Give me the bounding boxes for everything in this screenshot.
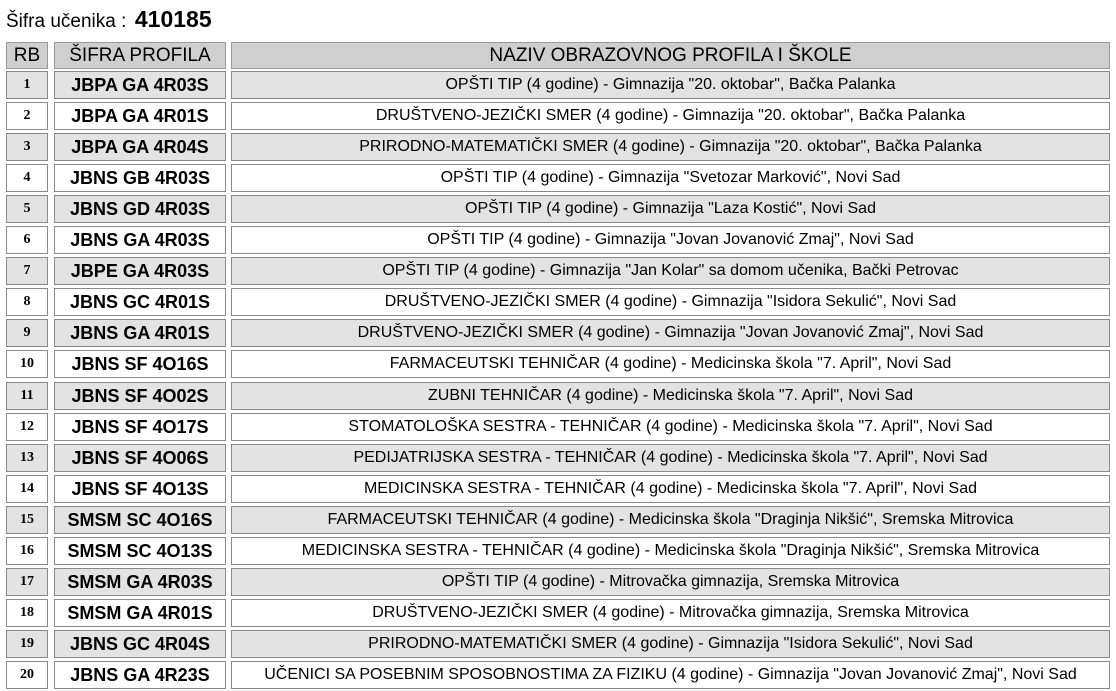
profile-code: SMSM GA 4R01S xyxy=(54,599,226,627)
header-rb: RB xyxy=(6,42,48,69)
profile-code: JBNS GA 4R23S xyxy=(54,661,226,689)
profile-name: FARMACEUTSKI TEHNIČAR (4 godine) - Medicinska škola "7. April", Novi Sad xyxy=(231,350,1110,378)
profile-code: JBNS SF 4O17S xyxy=(54,413,226,441)
profile-code: JBNS GC 4R01S xyxy=(54,288,226,316)
row-number: 13 xyxy=(6,444,48,472)
profile-name: OPŠTI TIP (4 godine) - Gimnazija "Laza Kostić", Novi Sad xyxy=(231,195,1110,223)
profile-code: JBNS GD 4R03S xyxy=(54,195,226,223)
row-number: 11 xyxy=(6,382,48,410)
profile-name: DRUŠTVENO-JEZIČKI SMER (4 godine) - Gimnazija "Jovan Jovanović Zmaj", Novi Sad xyxy=(231,319,1110,347)
profile-name: MEDICINSKA SESTRA - TEHNIČAR (4 godine) - Medicinska škola "7. April", Novi Sad xyxy=(231,475,1110,503)
profile-name: MEDICINSKA SESTRA - TEHNIČAR (4 godine) - Medicinska škola "Draginja Nikšić", Sremska Mitrovica xyxy=(231,537,1110,565)
profile-name: DRUŠTVENO-JEZIČKI SMER (4 godine) - Gimnazija "20. oktobar", Bačka Palanka xyxy=(231,102,1110,130)
profile-name: STOMATOLOŠKA SESTRA - TEHNIČAR (4 godine) - Medicinska škola "7. April", Novi Sad xyxy=(231,413,1110,441)
profile-name: DRUŠTVENO-JEZIČKI SMER (4 godine) - Gimnazija "Isidora Sekulić", Novi Sad xyxy=(231,288,1110,316)
row-number: 15 xyxy=(6,506,48,534)
profile-name: PRIRODNO-MATEMATIČKI SMER (4 godine) - Gimnazija "20. oktobar", Bačka Palanka xyxy=(231,133,1110,161)
row-number: 17 xyxy=(6,568,48,596)
profile-code: JBNS SF 4O13S xyxy=(54,475,226,503)
profile-code: SMSM SC 4O16S xyxy=(54,506,226,534)
profile-code: JBNS GB 4R03S xyxy=(54,164,226,192)
row-number: 14 xyxy=(6,475,48,503)
profile-name: UČENICI SA POSEBNIM SPOSOBNOSTIMA ZA FIZIKU (4 godine) - Gimnazija "Jovan Jovanović Zmaj", Novi Sad xyxy=(231,661,1110,689)
profile-code: JBPA GA 4R03S xyxy=(54,71,226,99)
profile-code: SMSM SC 4O13S xyxy=(54,537,226,565)
row-number: 10 xyxy=(6,350,48,378)
row-number: 19 xyxy=(6,630,48,658)
profile-code: JBNS GC 4R04S xyxy=(54,630,226,658)
row-number: 18 xyxy=(6,599,48,627)
row-number: 4 xyxy=(6,164,48,192)
profile-name: PEDIJATRIJSKA SESTRA - TEHNIČAR (4 godine) - Medicinska škola "7. April", Novi Sad xyxy=(231,444,1110,472)
profile-code: JBNS SF 4O02S xyxy=(54,382,226,410)
profile-name: OPŠTI TIP (4 godine) - Gimnazija "Svetozar Marković", Novi Sad xyxy=(231,164,1110,192)
profile-name: OPŠTI TIP (4 godine) - Gimnazija "Jovan Jovanović Zmaj", Novi Sad xyxy=(231,226,1110,254)
profile-name: OPŠTI TIP (4 godine) - Mitrovačka gimnazija, Sremska Mitrovica xyxy=(231,568,1110,596)
profile-code: SMSM GA 4R03S xyxy=(54,568,226,596)
row-number: 5 xyxy=(6,195,48,223)
profile-name: OPŠTI TIP (4 godine) - Gimnazija "20. oktobar", Bačka Palanka xyxy=(231,71,1110,99)
row-number: 16 xyxy=(6,537,48,565)
row-number: 3 xyxy=(6,133,48,161)
row-number: 8 xyxy=(6,288,48,316)
profile-code: JBNS GA 4R01S xyxy=(54,319,226,347)
profile-code: JBPA GA 4R01S xyxy=(54,102,226,130)
profile-name: PRIRODNO-MATEMATIČKI SMER (4 godine) - Gimnazija "Isidora Sekulić", Novi Sad xyxy=(231,630,1110,658)
profile-code: JBNS SF 4O16S xyxy=(54,350,226,378)
profile-name: ZUBNI TEHNIČAR (4 godine) - Medicinska škola "7. April", Novi Sad xyxy=(231,382,1110,410)
profile-name: FARMACEUTSKI TEHNIČAR (4 godine) - Medicinska škola "Draginja Nikšić", Sremska Mitrovica xyxy=(231,506,1110,534)
row-number: 20 xyxy=(6,661,48,689)
profile-code: JBPE GA 4R03S xyxy=(54,257,226,285)
row-number: 12 xyxy=(6,413,48,441)
profile-code: JBNS GA 4R03S xyxy=(54,226,226,254)
row-number: 2 xyxy=(6,102,48,130)
row-number: 6 xyxy=(6,226,48,254)
profile-name: DRUŠTVENO-JEZIČKI SMER (4 godine) - Mitrovačka gimnazija, Sremska Mitrovica xyxy=(231,599,1110,627)
header-profile-name: NAZIV OBRAZOVNOG PROFILA I ŠKOLE xyxy=(231,42,1110,69)
row-number: 1 xyxy=(6,71,48,99)
student-code-label: Šifra učenika : xyxy=(6,11,127,32)
profile-name: OPŠTI TIP (4 godine) - Gimnazija "Jan Kolar" sa domom učenika, Bački Petrovac xyxy=(231,257,1110,285)
profile-code: JBPA GA 4R04S xyxy=(54,133,226,161)
student-code-value: 410185 xyxy=(134,6,212,32)
student-code-line xyxy=(6,6,212,36)
row-number: 7 xyxy=(6,257,48,285)
header-profile-code: ŠIFRA PROFILA xyxy=(54,42,226,69)
profile-code: JBNS SF 4O06S xyxy=(54,444,226,472)
row-number: 9 xyxy=(6,319,48,347)
